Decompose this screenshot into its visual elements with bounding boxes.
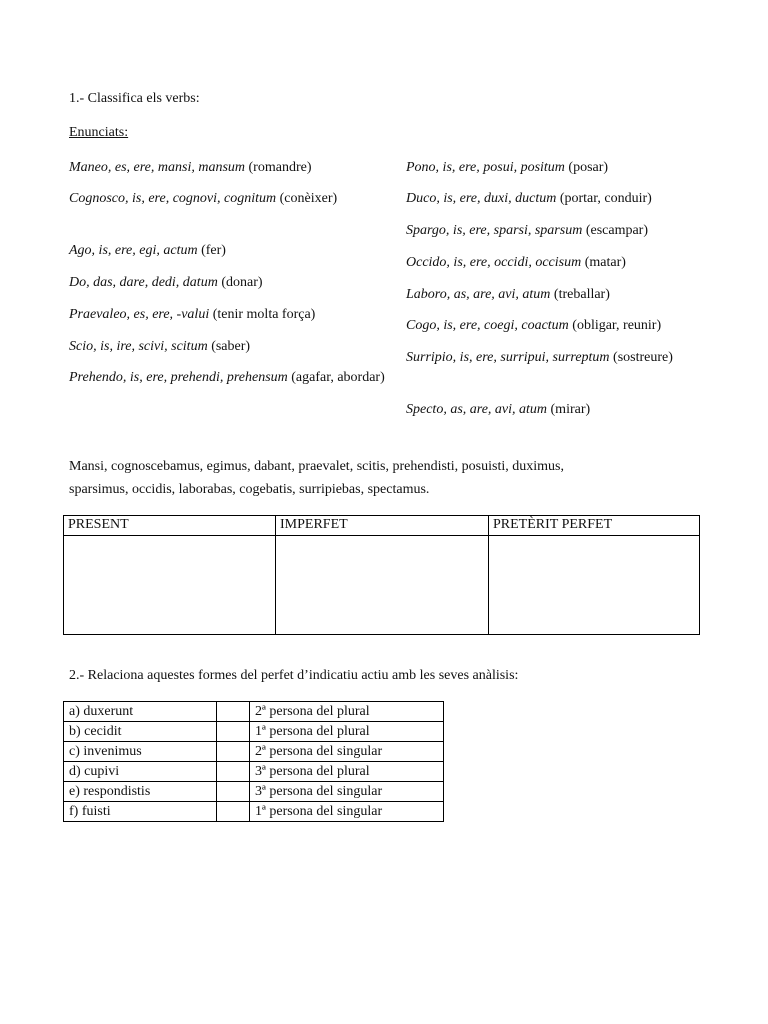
answer-cell[interactable]	[217, 762, 250, 782]
verb-meaning: (agafar, abordar)	[291, 370, 385, 385]
analysis: 3ª persona del singular	[250, 782, 444, 802]
perfect-form: b) cecidit	[64, 722, 217, 742]
verb-entry	[406, 158, 726, 178]
verb-meaning: (escampar)	[585, 223, 648, 238]
answer-cell[interactable]	[217, 722, 250, 742]
column-header-perfect: PRETÈRIT PERFET	[489, 516, 700, 536]
perfect-form: e) respondistis	[64, 782, 217, 802]
table-row	[64, 722, 444, 742]
matching-table	[63, 701, 444, 822]
verb-principal-parts: Cognosco, is, ere, cognovi, cognitum	[69, 191, 277, 206]
verb-entry	[69, 305, 389, 325]
answer-cell[interactable]	[217, 742, 250, 762]
verb-entry	[406, 316, 726, 336]
verb-entry	[69, 189, 389, 209]
table-row	[64, 702, 444, 722]
imperfect-answer-cell[interactable]	[276, 536, 489, 635]
verb-principal-parts: Specto, as, are, avi, atum	[406, 402, 548, 417]
forms-list-line-1: Mansi, cognoscebamus, egimus, dabant, praevalet, scitis, prehendisti, posuisti, duximus,	[69, 459, 564, 474]
table-row	[64, 802, 444, 822]
verb-principal-parts: Praevaleo, es, ere, -valui	[69, 307, 210, 322]
column-header-imperfect: IMPERFET	[276, 516, 489, 536]
answer-cell[interactable]	[217, 702, 250, 722]
verb-meaning: (conèixer)	[279, 191, 338, 206]
verb-entry	[69, 337, 389, 357]
verb-principal-parts: Scio, is, ire, scivi, scitum	[69, 339, 208, 354]
forms-list-line-2: sparsimus, occidis, laborabas, cogebatis, surripiebas, spectamus.	[69, 482, 430, 497]
verb-principal-parts: Surripio, is, ere, surripui, surreptum	[406, 350, 610, 365]
verb-meaning: (obligar, reunir)	[572, 318, 662, 333]
verb-meaning: (tenir molta força)	[212, 307, 316, 322]
verb-entry	[69, 273, 389, 293]
verb-principal-parts: Ago, is, ere, egi, actum	[69, 243, 198, 258]
perfect-answer-cell[interactable]	[489, 536, 700, 635]
verb-principal-parts: Do, das, dare, dedi, datum	[69, 275, 218, 290]
verb-entry	[406, 221, 726, 241]
verb-meaning: (mirar)	[550, 402, 591, 417]
verb-principal-parts: Cogo, is, ere, coegi, coactum	[406, 318, 569, 333]
exercise-2-heading: 2.- Relaciona aquestes formes del perfet d’indicatiu actiu amb les seves anàlisis:	[69, 668, 519, 683]
verb-entry	[69, 241, 389, 261]
column-header-present: PRESENT	[64, 516, 276, 536]
table-row	[64, 742, 444, 762]
verb-meaning: (matar)	[584, 255, 626, 270]
verb-meaning: (treballar)	[553, 287, 610, 302]
verb-principal-parts: Prehendo, is, ere, prehendi, prehensum	[69, 370, 288, 385]
verb-meaning: (romandre)	[248, 160, 312, 175]
perfect-form: d) cupivi	[64, 762, 217, 782]
verb-principal-parts: Duco, is, ere, duxi, ductum	[406, 191, 557, 206]
verb-entry	[69, 368, 389, 388]
perfect-form: f) fuisti	[64, 802, 217, 822]
verb-meaning: (portar, conduir)	[559, 191, 652, 206]
verb-meaning: (posar)	[568, 160, 609, 175]
answer-cell[interactable]	[217, 802, 250, 822]
table-row	[64, 782, 444, 802]
analysis: 2ª persona del singular	[250, 742, 444, 762]
exercise-1-heading: 1.- Classifica els verbs:	[69, 91, 200, 106]
analysis: 2ª persona del plural	[250, 702, 444, 722]
verb-entry	[69, 158, 389, 178]
verb-entry	[406, 189, 726, 209]
perfect-form: c) invenimus	[64, 742, 217, 762]
verb-meaning: (fer)	[201, 243, 226, 258]
verb-principal-parts: Laboro, as, are, avi, atum	[406, 287, 551, 302]
statements-subheading: Enunciats:	[69, 125, 129, 140]
analysis: 1ª persona del plural	[250, 722, 444, 742]
verb-entry	[406, 253, 726, 273]
verb-meaning: (sostreure)	[613, 350, 673, 365]
analysis: 3ª persona del plural	[250, 762, 444, 782]
verb-principal-parts: Spargo, is, ere, sparsi, sparsum	[406, 223, 583, 238]
verb-entry	[406, 285, 726, 305]
verb-meaning: (saber)	[211, 339, 251, 354]
verb-principal-parts: Occido, is, ere, occidi, occisum	[406, 255, 582, 270]
answer-cell[interactable]	[217, 782, 250, 802]
verb-principal-parts: Maneo, es, ere, mansi, mansum	[69, 160, 246, 175]
analysis: 1ª persona del singular	[250, 802, 444, 822]
verb-principal-parts: Pono, is, ere, posui, positum	[406, 160, 565, 175]
table-row	[64, 762, 444, 782]
verb-entry	[406, 348, 726, 368]
perfect-form: a) duxerunt	[64, 702, 217, 722]
verb-meaning: (donar)	[221, 275, 263, 290]
classification-table	[63, 515, 700, 635]
present-answer-cell[interactable]	[64, 536, 276, 635]
verb-entry	[406, 400, 726, 420]
